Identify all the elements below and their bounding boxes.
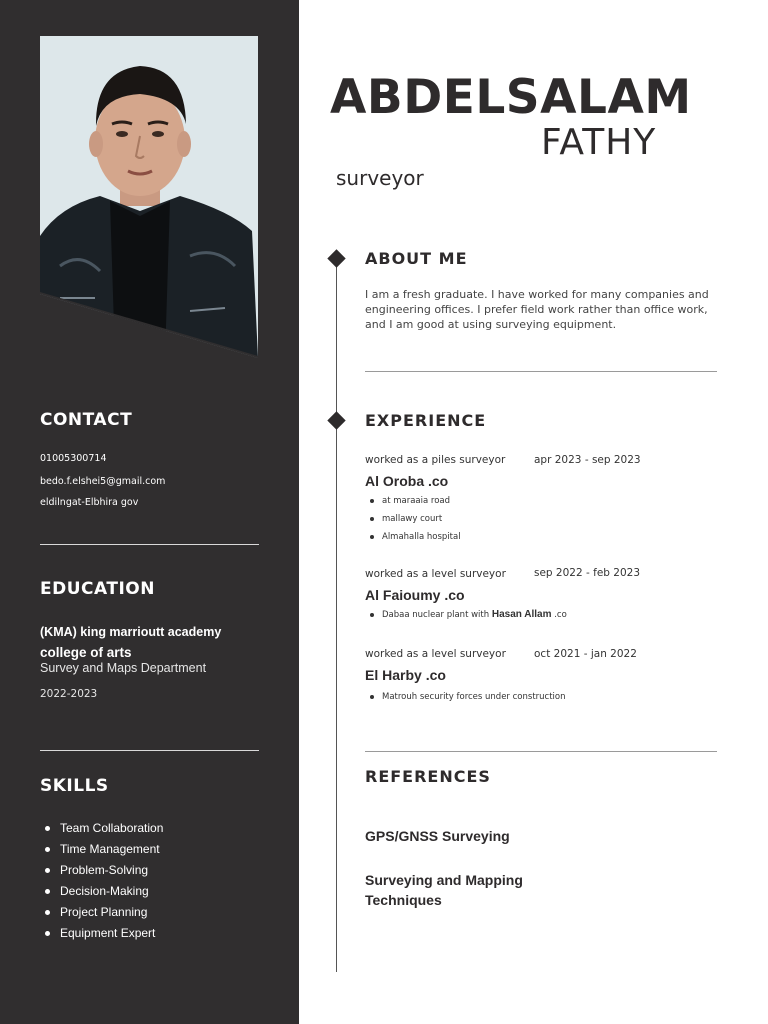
sidebar-divider (40, 750, 259, 751)
skill-item: Equipment Expert (44, 925, 163, 946)
job-bullet: Dabaa nuclear plant with Hasan Allam .co (370, 608, 567, 626)
about-heading: ABOUT ME (365, 249, 468, 268)
job-role: worked as a level surveyor (365, 648, 506, 660)
job-bullets (370, 690, 566, 708)
job-bullet: Matrouh security forces under construction (370, 690, 566, 708)
last-name: FATHY (541, 122, 657, 163)
timeline-line (336, 258, 337, 972)
reference-item: GPS/GNSS Surveying (365, 828, 510, 844)
job-dates: oct 2021 - jan 2022 (534, 648, 637, 660)
job-bullet: Almahalla hospital (370, 530, 461, 548)
education-heading: EDUCATION (40, 579, 155, 599)
job-bullets (370, 494, 461, 548)
job-bullet: mallawy court (370, 512, 461, 530)
job-dates: apr 2023 - sep 2023 (534, 454, 641, 466)
sidebar (0, 0, 299, 1024)
experience-heading: EXPERIENCE (365, 411, 487, 430)
job-dates: sep 2022 - feb 2023 (534, 567, 640, 579)
skill-item: Decision-Making (44, 883, 163, 904)
job-company: Al Faioumy .co (365, 587, 465, 603)
sidebar-divider (40, 544, 259, 545)
contact-location: eldilngat-Elbhira gov (40, 497, 139, 508)
skill-item: Problem-Solving (44, 862, 163, 883)
about-text: I am a fresh graduate. I have worked for many companies and engineering offices. I prefer field work rather than office work, and I am good at using surveying equipment. (365, 288, 709, 331)
references-heading: REFERENCES (365, 767, 491, 786)
first-name: ABDELSALAM (330, 70, 692, 125)
job-bullets (370, 608, 567, 626)
education-department: Survey and Maps Department (40, 661, 207, 675)
reference-item: Surveying and Mapping Techniques (365, 872, 523, 908)
skill-item: Team Collaboration (44, 820, 163, 841)
contact-phone[interactable]: 01005300714 (40, 453, 107, 464)
job-role: worked as a level surveyor (365, 568, 506, 580)
job-role: worked as a piles surveyor (365, 454, 506, 466)
contact-heading: CONTACT (40, 410, 133, 430)
job-company: Al Oroba .co (365, 473, 449, 489)
profile-photo (40, 36, 258, 358)
timeline-diamond-icon (327, 411, 345, 429)
education-years: 2022-2023 (40, 688, 98, 700)
skills-list (44, 820, 163, 946)
timeline-diamond-icon (327, 249, 345, 267)
skill-item: Project Planning (44, 904, 163, 925)
job-bullet: at maraaia road (370, 494, 461, 512)
skill-item: Time Management (44, 841, 163, 862)
education-college: college of arts (40, 645, 132, 660)
job-company: El Harby .co (365, 667, 446, 683)
section-divider (365, 371, 717, 372)
section-divider (365, 751, 717, 752)
education-institution: (KMA) king marrioutt academy (40, 625, 222, 639)
skills-heading: SKILLS (40, 776, 109, 796)
bullet-bold-name: Hasan Allam (491, 609, 552, 620)
contact-email[interactable]: bedo.f.elshei5@gmail.com (40, 476, 166, 487)
job-title: surveyor (336, 166, 424, 190)
